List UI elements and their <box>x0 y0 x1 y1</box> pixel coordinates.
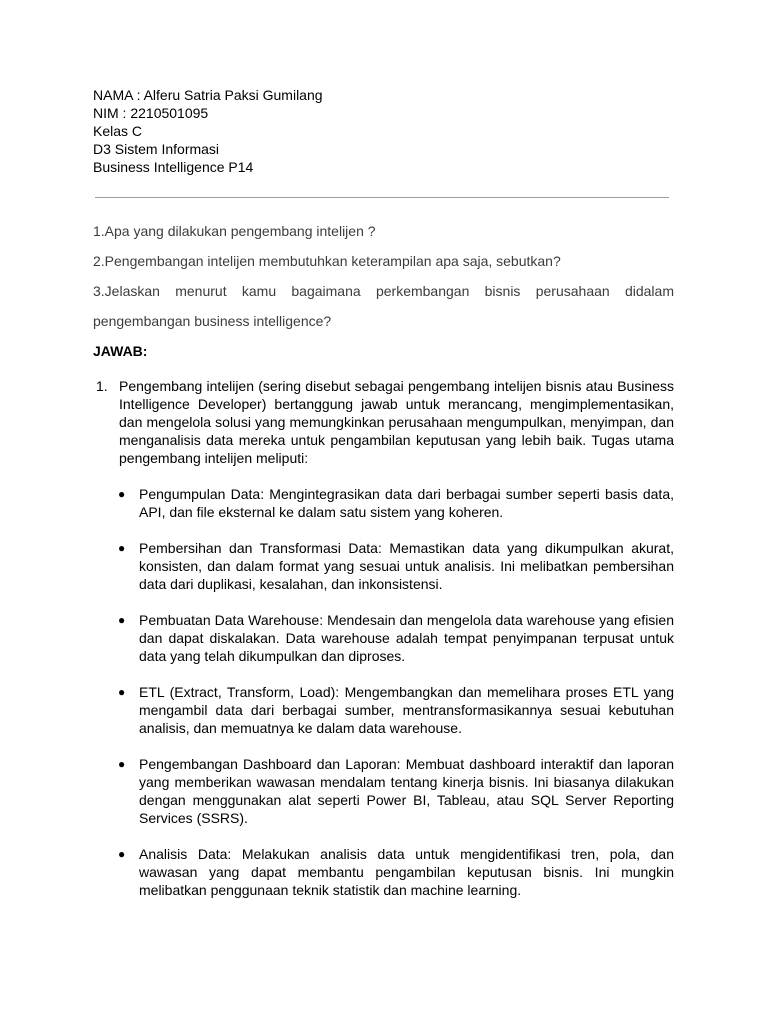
question-1: 1.Apa yang dilakukan pengembang intelijen ? <box>93 223 376 239</box>
task-text: ETL (Extract, Transform, Load): Mengembangkan dan memelihara proses ETL yang mengambil data dari berbagai sumber, mentransformasikannya sesuai kebutuhan analisis, dan memuatnya ke dalam data warehouse. <box>139 684 674 736</box>
task-item-data-warehouse <box>119 611 674 665</box>
task-item-etl <box>119 683 674 737</box>
task-item-data-cleaning <box>119 539 674 593</box>
study-program: D3 Sistem Informasi <box>93 141 220 157</box>
task-text: Pembuatan Data Warehouse: Mendesain dan mengelola data warehouse yang efisien dan dapat diskalakan. Data warehouse adalah tempat penyimpanan terpusat untuk data yang telah dikumpulkan dan diproses. <box>139 612 674 664</box>
course-name: Business Intelligence P14 <box>93 159 254 175</box>
answer-heading: JAWAB: <box>93 343 148 359</box>
task-item-dashboard <box>119 755 674 827</box>
student-name: NAMA : Alferu Satria Paksi Gumilang <box>93 87 323 103</box>
bullet-icon: ● <box>118 847 126 861</box>
horizontal-divider <box>95 197 669 198</box>
task-text: Pengembangan Dashboard dan Laporan: Membuat dashboard interaktif dan laporan yang memberikan wawasan mendalam tentang kinerja bisnis. Ini biasanya dilakukan dengan menggunakan alat seperti Power BI, Tableau, atau SQL Server Reporting Services (SSRS). <box>139 756 674 826</box>
bullet-icon: ● <box>118 757 126 771</box>
task-text: Pengumpulan Data: Mengintegrasikan data dari berbagai sumber seperti basis data, API, dan file eksternal ke dalam satu sistem yang koheren. <box>139 486 674 520</box>
bullet-icon: ● <box>118 613 126 627</box>
question-list <box>93 216 674 336</box>
student-class: Kelas C <box>93 123 143 139</box>
bullet-icon: ● <box>118 685 126 699</box>
bullet-icon: ● <box>118 487 126 501</box>
question-2: 2.Pengembangan intelijen membutuhkan keterampilan apa saja, sebutkan? <box>93 253 561 269</box>
answer-intro: Pengembang intelijen (sering disebut sebagai pengembang intelijen bisnis atau Business Intelligence Developer) bertanggung jawab untuk merancang, mengimplementasikan, dan mengelola solusi yang memungkinkan perusahaan mengumpulkan, menyimpan, dan menganalisis data mereka untuk pengambilan keputusan yang lebih baik. Tugas utama pengembang intelijen meliputi: <box>119 378 674 466</box>
task-list <box>119 485 674 899</box>
bullet-icon: ● <box>118 541 126 555</box>
answer-list <box>93 377 674 899</box>
answer-item-1 <box>93 377 674 899</box>
question-3: 3.Jelaskan menurut kamu bagaimana perkembangan bisnis perusahaan didalam pengembangan business intelligence? <box>93 283 674 329</box>
task-text: Pembersihan dan Transformasi Data: Memastikan data yang dikumpulkan akurat, konsisten, dan dalam format yang sesuai untuk analisis. Ini melibatkan pembersihan data dari duplikasi, kesalahan, dan inkonsistensi. <box>139 540 674 592</box>
student-nim: NIM : 2210501095 <box>93 105 209 121</box>
task-item-data-analysis <box>119 845 674 899</box>
task-item-data-collection <box>119 485 674 521</box>
task-text: Analisis Data: Melakukan analisis data untuk mengidentifikasi tren, pola, dan wawasan yang dapat membantu pengambilan keputusan bisnis. Ini mungkin melibatkan penggunaan teknik statistik dan machine learning. <box>139 846 674 898</box>
answer-number: 1. <box>96 378 108 394</box>
student-identity-block <box>93 86 674 176</box>
